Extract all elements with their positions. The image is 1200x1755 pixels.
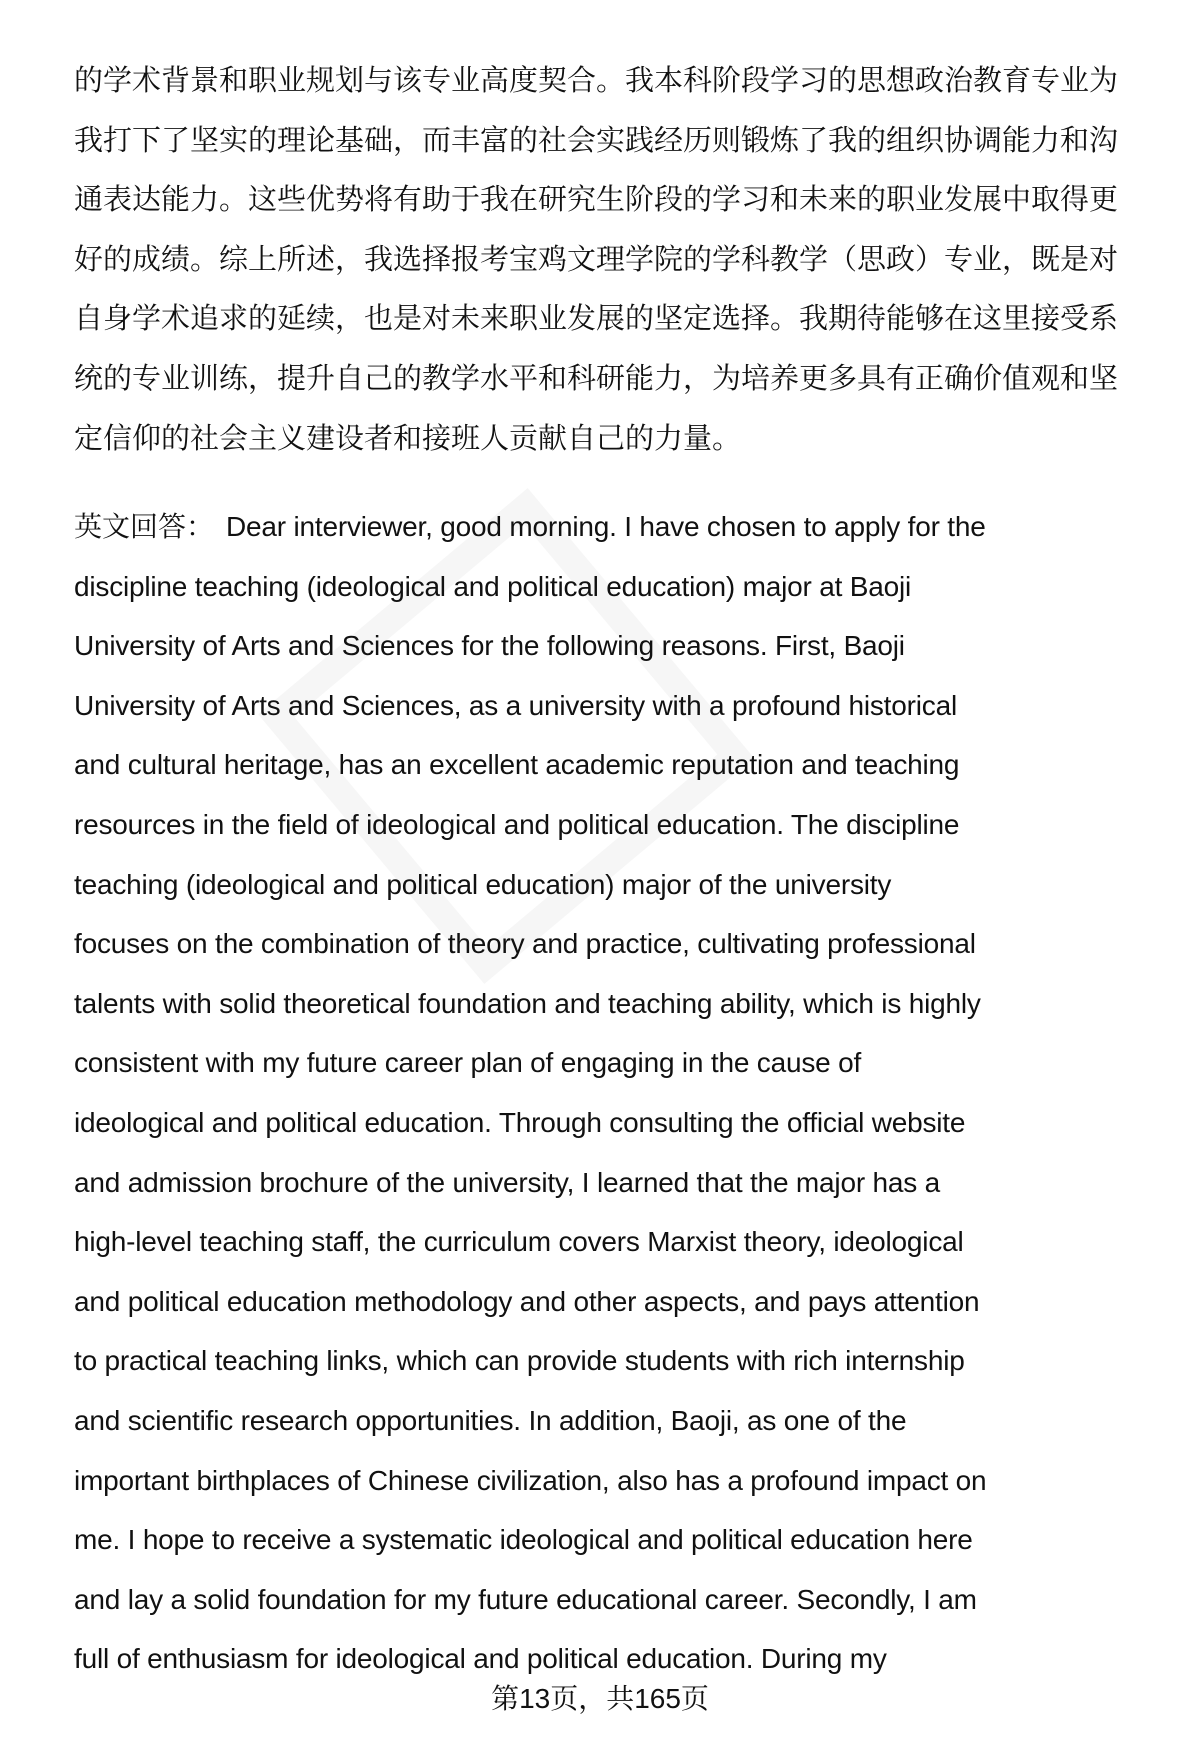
text-line: discipline teaching (ideological and political education) major at Baoji [74,570,911,602]
text-line: talents with solid theoretical foundation and teaching ability, which is highly [74,987,981,1019]
text-line: 好的成绩。综上所述，我选择报考宝鸡文理学院的学科教学（思政）专业，既是对 [74,241,1119,276]
text-line [74,509,986,545]
text-span: Dear interviewer, good morning. I have chosen to apply for the [226,511,986,542]
text-line: and cultural heritage, has an excellent academic reputation and teaching [74,749,960,781]
text-line: consistent with my future career plan of engaging in the cause of [74,1047,862,1079]
text-line: and admission brochure of the university, I learned that the major has a [74,1166,941,1198]
text-line: resources in the field of ideological and political education. The discipline [74,809,960,840]
page-number-footer: 第13页，共165页 [491,1683,709,1714]
text-line: University of Arts and Sciences, as a university with a profound historical [74,689,957,721]
text-line: ideological and political education. Through consulting the official website [74,1107,966,1138]
text-line: 自身学术追求的延续，也是对未来职业发展的坚定选择。我期待能够在这里接受系 [74,301,1119,336]
text-line: 定信仰的社会主义建设者和接班人贡献自己的力量。 [74,420,742,455]
watermark [258,488,754,984]
text-line: high-level teaching staff, the curriculum covers Marxist theory, ideological [74,1226,964,1258]
text-line: teaching (ideological and political education) major of the university [74,868,892,900]
text-line: 通表达能力。这些优势将有助于我在研究生阶段的学习和未来的职业发展中取得更 [74,182,1119,217]
text-line: focuses on the combination of theory and practice, cultivating professional [74,928,976,960]
text-line: 的学术背景和职业规划与该专业高度契合。我本科阶段学习的思想政治教育专业为 [74,63,1119,97]
text-line: 我打下了坚实的理论基础，而丰富的社会实践经历则锻炼了我的组织协调能力和沟 [74,122,1119,157]
text-line: and lay a solid foundation for my future educational career. Secondly, I am [74,1583,977,1615]
text-line: to practical teaching links, which can provide students with rich internship [74,1345,965,1377]
text-line: University of Arts and Sciences for the following reasons. First, Baoji [74,630,905,662]
text-line: and political education methodology and other aspects, and pays attention [74,1285,980,1317]
text-line: me. I hope to receive a systematic ideological and political education here [74,1524,973,1556]
english-answer-label: 英文回答： [74,510,215,543]
text-line: 统的专业训练，提升自己的教学水平和科研能力，为培养更多具有正确价值观和坚 [74,361,1119,395]
text-line: and scientific research opportunities. In addition, Baoji, as one of the [74,1405,907,1436]
text-line: important birthplaces of Chinese civilization, also has a profound impact on [74,1464,987,1496]
text-line: full of enthusiasm for ideological and political education. During my [74,1643,887,1675]
